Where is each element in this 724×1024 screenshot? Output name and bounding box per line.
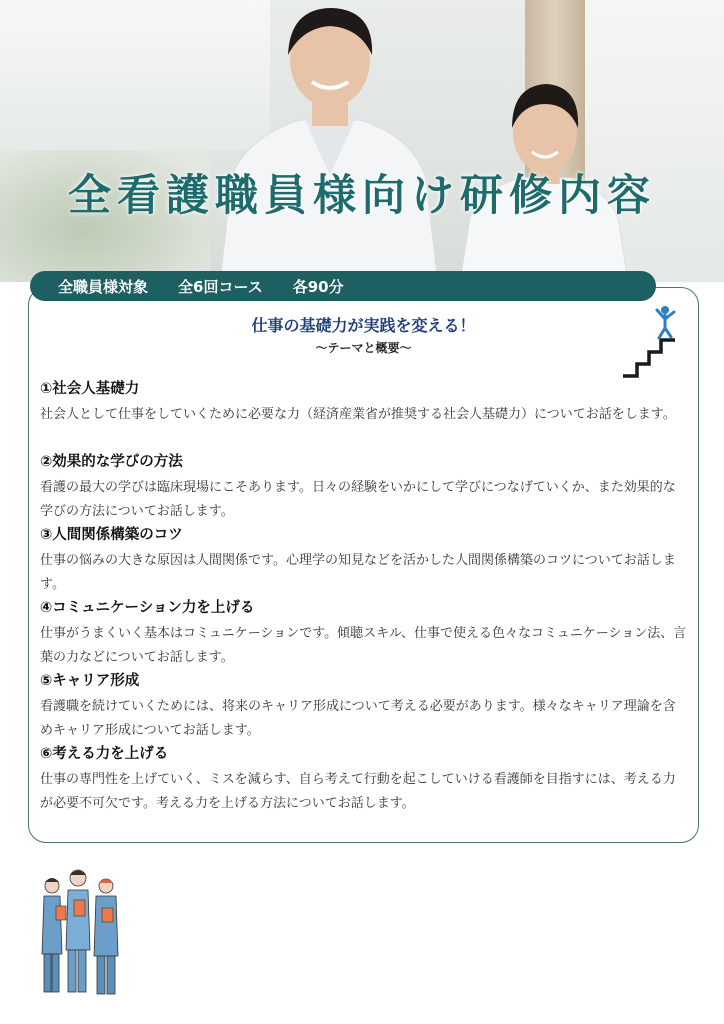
card-subtitle: 〜テーマと概要〜 (315, 341, 412, 355)
section-3 (40, 524, 688, 597)
male-nurse-photo (210, 0, 450, 282)
course-banner (30, 271, 656, 301)
section-2 (40, 451, 688, 524)
section-6-body: 仕事の専門性を上げていく、ミスを減らす、自ら考えて行動を起こしていける看護師を目指すには、考える力が必要不可欠です。考える力を上げる方法についてお話します。 (40, 772, 676, 811)
card-title: 仕事の基礎力が実践を変える！ (251, 316, 476, 335)
section-5-heading: ⑤キャリア形成 (40, 673, 140, 689)
nurses-illustration (36, 864, 136, 1002)
section-2-body: 看護の最大の学びは臨床現場にこそあります。日々の経験をいかにして学びにつなげていくか、また効果的な学びの方法についてお話します。 (40, 480, 676, 519)
section-1-body: 社会人として仕事をしていくために必要な力（経済産業省が推奨する社会人基礎力）についてお話をします。 (40, 407, 676, 422)
section-1-heading: ①社会人基礎力 (40, 381, 140, 397)
section-3-heading: ③人間関係構築のコツ (40, 527, 183, 543)
section-6 (40, 743, 688, 816)
section-5-body: 看護職を続けていくためには、将来のキャリア形成について考える必要があります。様々なキャリア理論を含めキャリア形成についてお話します。 (40, 699, 676, 738)
stairs-person-icon (619, 298, 679, 378)
banner-target: 全職員様対象 (58, 277, 149, 296)
section-4-body: 仕事がうまくいく基本はコミュニケーションです。傾聴スキル、仕事で使える色々なコミュニケーション法、言葉の力などについてお話します。 (40, 626, 687, 665)
content-card (28, 287, 699, 843)
section-6-heading: ⑥考える力を上げる (40, 746, 169, 762)
section-5 (40, 670, 688, 743)
banner-duration: 各90分 (292, 277, 344, 296)
section-4 (40, 597, 688, 670)
hero-photo (0, 0, 724, 282)
section-1 (40, 378, 688, 427)
banner-courses: 全6回コース (178, 277, 263, 296)
section-3-body: 仕事の悩みの大きな原因は人間関係です。心理学の知見などを活かした人間関係構築のコツについてお話します。 (40, 553, 676, 592)
section-2-heading: ②効果的な学びの方法 (40, 454, 183, 470)
hero-title: 全看護職員様向け研修内容 (68, 171, 656, 221)
section-4-heading: ④コミュニケーション力を上げる (40, 600, 255, 616)
